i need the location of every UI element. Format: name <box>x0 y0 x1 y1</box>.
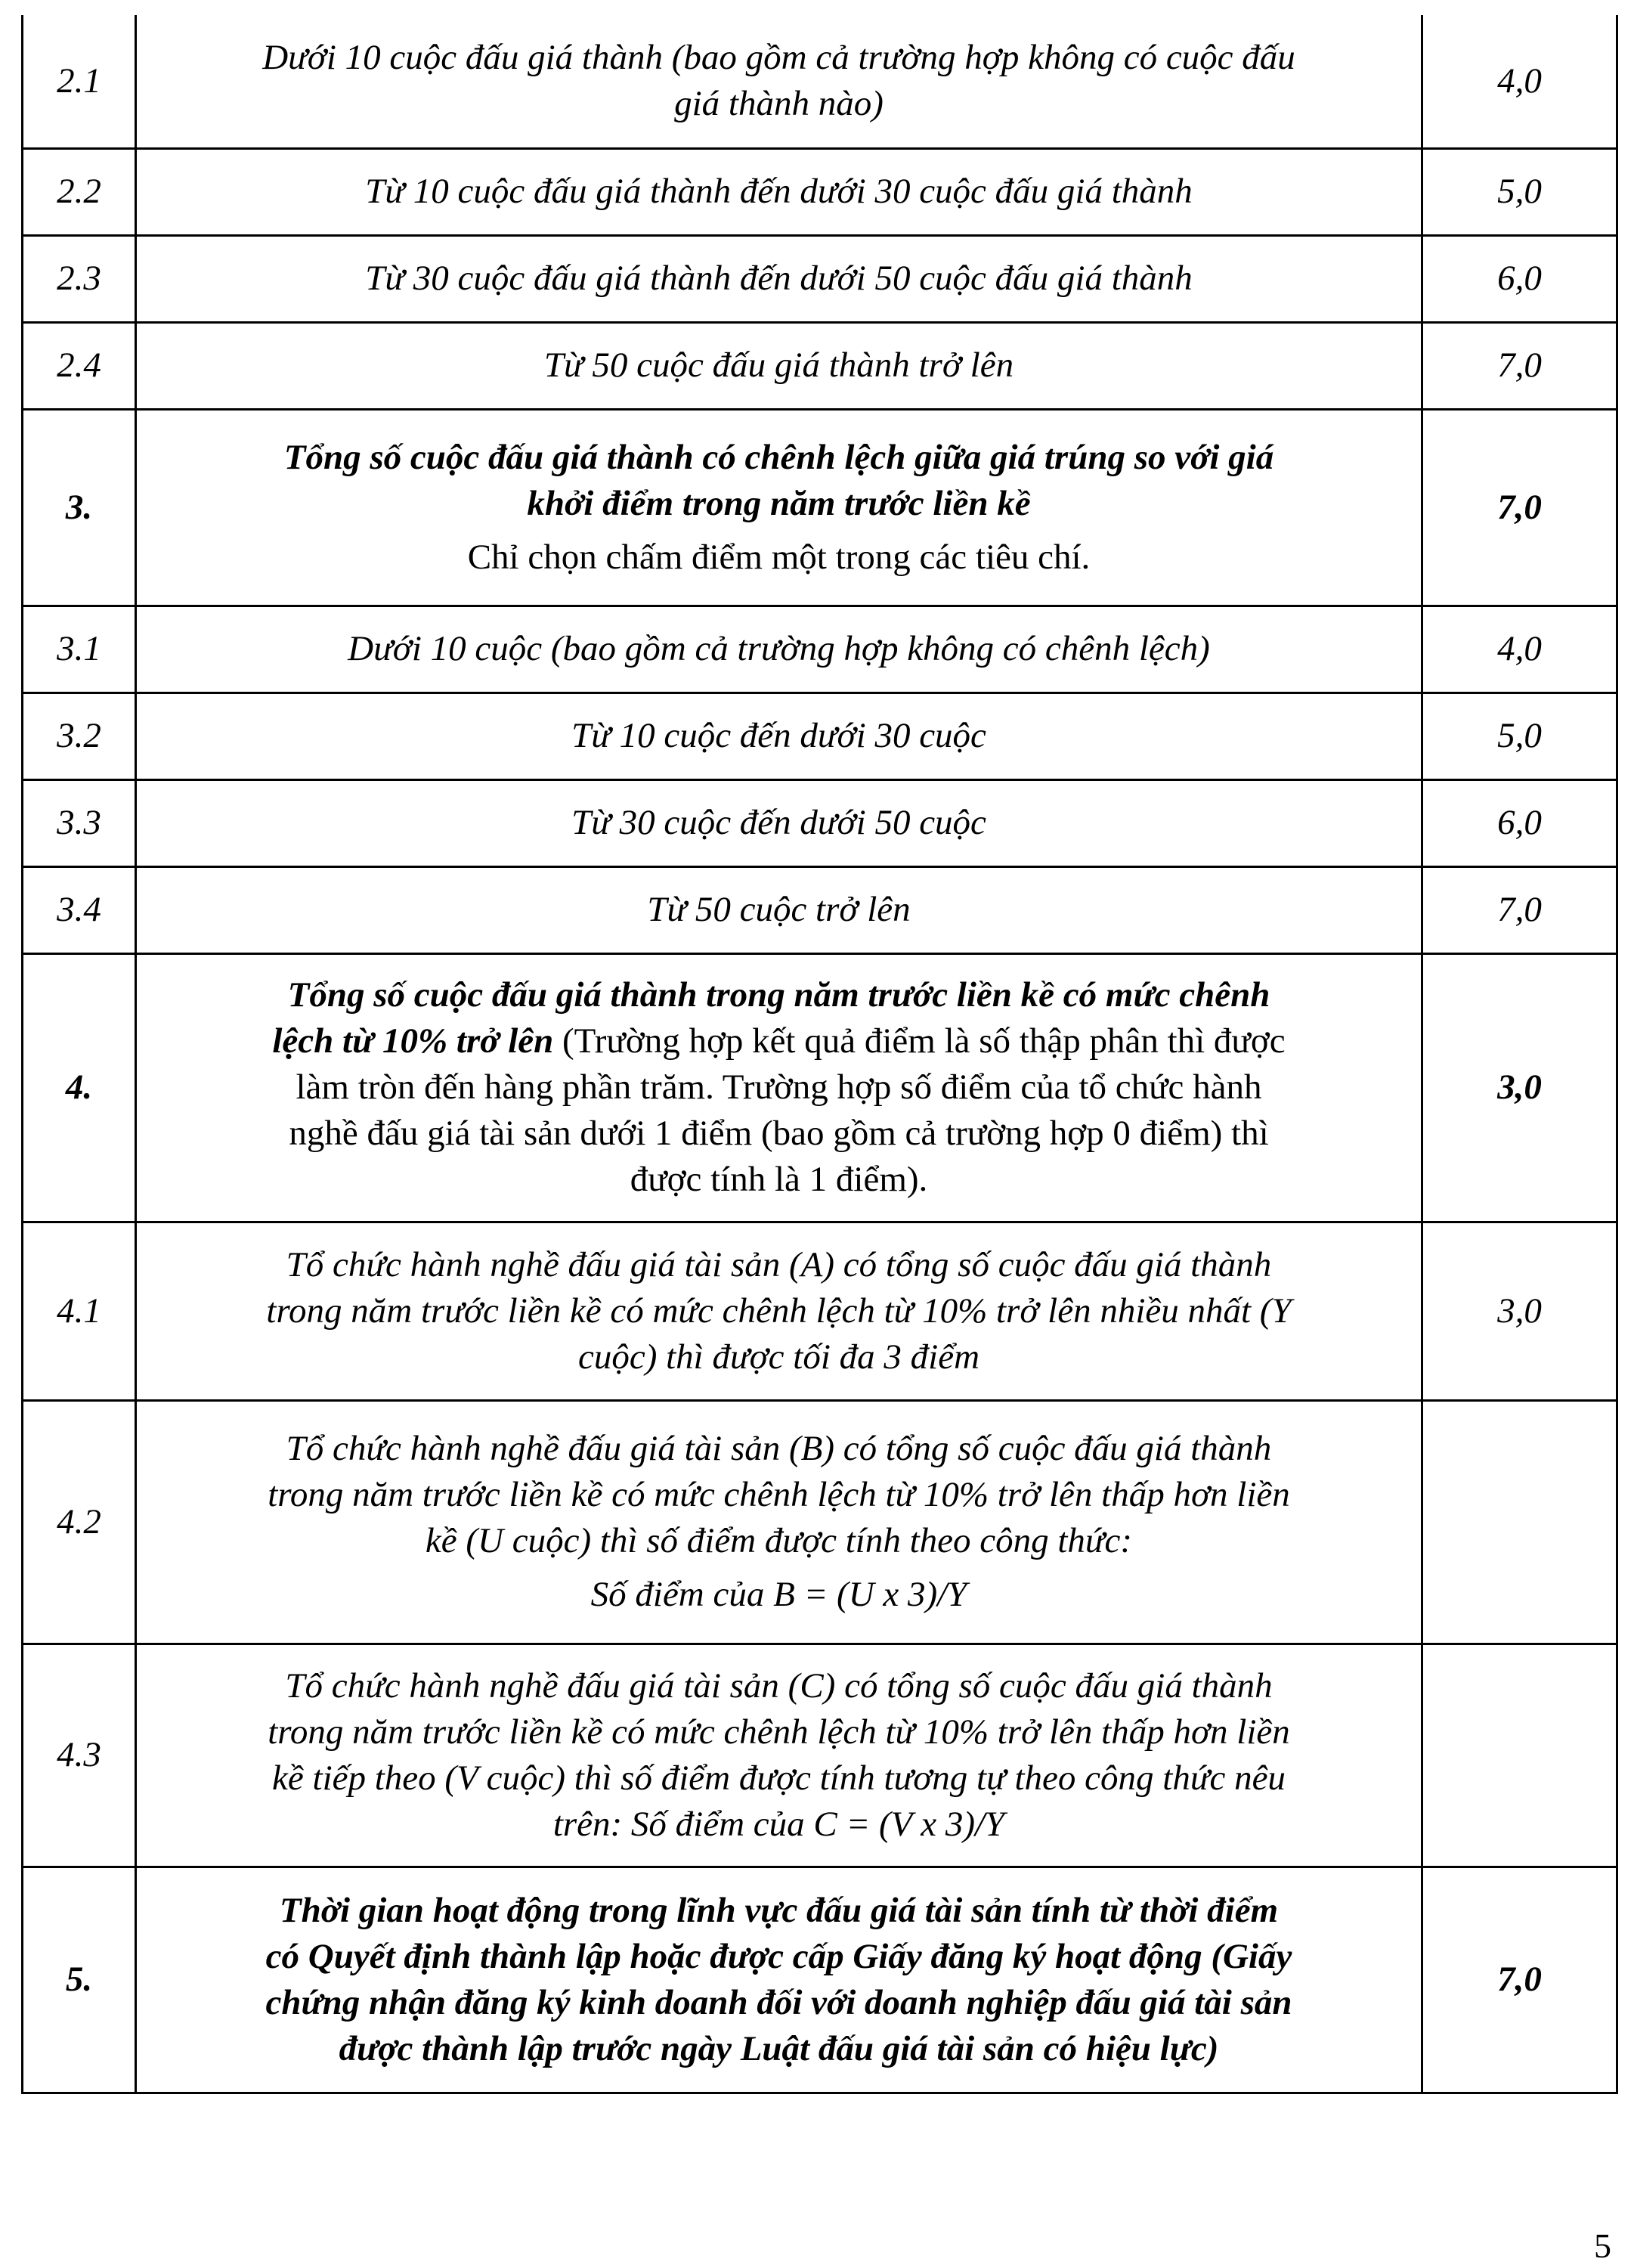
table-row <box>23 1222 1617 1400</box>
criterion-number: 3.4 <box>23 866 136 953</box>
criterion-title: chứng nhận đăng ký kinh doanh đối với doanh nghiệp đấu giá tài sản <box>265 1982 1292 2022</box>
criterion-note: Chỉ chọn chấm điểm một trong các tiêu chí. <box>467 537 1091 577</box>
table-row <box>23 953 1617 1222</box>
criterion-title: lệch từ 10% trở lên <box>272 1021 554 1061</box>
criterion-score: 7,0 <box>1422 866 1617 953</box>
criterion-number: 3. <box>23 409 136 606</box>
criterion-number: 4. <box>23 953 136 1222</box>
criterion-score <box>1422 1400 1617 1644</box>
criterion-number: 3.3 <box>23 779 136 866</box>
criterion-title: Thời gian hoạt động trong lĩnh vực đấu giá tài sản tính từ thời điểm <box>279 1890 1279 1930</box>
criterion-description: Từ 30 cuộc đến dưới 50 cuộc <box>136 779 1422 866</box>
table-row <box>23 148 1617 235</box>
criterion-description: Tổng số cuộc đấu giá thành trong năm trước liền kề có mức chênh lệch từ 10% trở lên (Trường hợp kết quả điểm là số thập phân thì được làm tròn đến hàng phần trăm. Trường hợp số điểm của tổ chức hành nghề đấu giá tài sản dưới 1 điểm (bao gồm cả trường hợp 0 điểm) thì được tính là 1 điểm). <box>136 953 1422 1222</box>
criterion-number: 5. <box>23 1867 136 2093</box>
page-number: 5 <box>1594 2226 1611 2265</box>
criterion-number: 4.2 <box>23 1400 136 1644</box>
table-row <box>23 235 1617 322</box>
criterion-title: có Quyết định thành lập hoặc được cấp Giấy đăng ký hoạt động (Giấy <box>265 1936 1292 1976</box>
criterion-score: 5,0 <box>1422 692 1617 779</box>
table-row <box>23 1867 1617 2093</box>
criterion-score: 6,0 <box>1422 779 1617 866</box>
criterion-score: 7,0 <box>1422 1867 1617 2093</box>
table-row <box>23 606 1617 692</box>
criterion-number: 2.2 <box>23 148 136 235</box>
criterion-number: 4.1 <box>23 1222 136 1400</box>
table-row <box>23 1644 1617 1867</box>
criterion-title: Tổng số cuộc đấu giá thành có chênh lệch giữa giá trúng so với giá <box>283 437 1274 477</box>
criterion-number: 2.1 <box>23 15 136 148</box>
criterion-description: Từ 10 cuộc đến dưới 30 cuộc <box>136 692 1422 779</box>
criterion-description <box>136 409 1422 606</box>
criterion-description: Từ 50 cuộc trở lên <box>136 866 1422 953</box>
criterion-description <box>136 1867 1422 2093</box>
criterion-number: 3.1 <box>23 606 136 692</box>
table-row <box>23 15 1617 148</box>
table-row <box>23 322 1617 409</box>
criterion-description: Dưới 10 cuộc (bao gồm cả trường hợp không có chênh lệch) <box>136 606 1422 692</box>
criterion-number: 2.3 <box>23 235 136 322</box>
table-row <box>23 692 1617 779</box>
criterion-score <box>1422 1644 1617 1867</box>
criterion-description: Từ 10 cuộc đấu giá thành đến dưới 30 cuộc đấu giá thành <box>136 148 1422 235</box>
criterion-description: Từ 50 cuộc đấu giá thành trở lên <box>136 322 1422 409</box>
criterion-score: 6,0 <box>1422 235 1617 322</box>
criterion-score: 3,0 <box>1422 1222 1617 1400</box>
criterion-description: Tổ chức hành nghề đấu giá tài sản (B) có tổng số cuộc đấu giá thành trong năm trước liền kề có mức chênh lệch từ 10% trở lên thấp hơn liền kề (U cuộc) thì số điểm được tính theo công thức: Số điểm của B = (U x 3)/Y <box>136 1400 1422 1644</box>
criterion-score: 4,0 <box>1422 15 1617 148</box>
table-row <box>23 409 1617 606</box>
criterion-score: 5,0 <box>1422 148 1617 235</box>
formula: Số điểm của B = (U x 3)/Y <box>590 1575 967 1614</box>
criterion-description: Dưới 10 cuộc đấu giá thành (bao gồm cả trường hợp không có cuộc đấu giá thành nào) <box>136 15 1422 148</box>
criterion-score: 3,0 <box>1422 953 1617 1222</box>
criterion-score: 7,0 <box>1422 409 1617 606</box>
criterion-number: 3.2 <box>23 692 136 779</box>
criterion-title: được thành lập trước ngày Luật đấu giá tài sản có hiệu lực) <box>339 2028 1219 2068</box>
table-row <box>23 779 1617 866</box>
criterion-description: Tổ chức hành nghề đấu giá tài sản (A) có tổng số cuộc đấu giá thành trong năm trước liền kề có mức chênh lệch từ 10% trở lên nhiều nhất (Y cuộc) thì được tối đa 3 điểm <box>136 1222 1422 1400</box>
criterion-description: Tổ chức hành nghề đấu giá tài sản (C) có tổng số cuộc đấu giá thành trong năm trước liền kề có mức chênh lệch từ 10% trở lên thấp hơn liền kề tiếp theo (V cuộc) thì số điểm được tính tương tự theo công thức nêu trên: Số điểm của C = (V x 3)/Y <box>136 1644 1422 1867</box>
criterion-number: 2.4 <box>23 322 136 409</box>
criterion-score: 7,0 <box>1422 322 1617 409</box>
criterion-description: Từ 30 cuộc đấu giá thành đến dưới 50 cuộc đấu giá thành <box>136 235 1422 322</box>
table-row <box>23 866 1617 953</box>
table-row <box>23 1400 1617 1644</box>
criterion-number: 4.3 <box>23 1644 136 1867</box>
criterion-title: khởi điểm trong năm trước liền kề <box>527 483 1031 523</box>
criterion-title: Tổng số cuộc đấu giá thành trong năm trước liền kề có mức chênh <box>287 975 1270 1015</box>
scoring-criteria-table <box>21 15 1618 2094</box>
criterion-score: 4,0 <box>1422 606 1617 692</box>
